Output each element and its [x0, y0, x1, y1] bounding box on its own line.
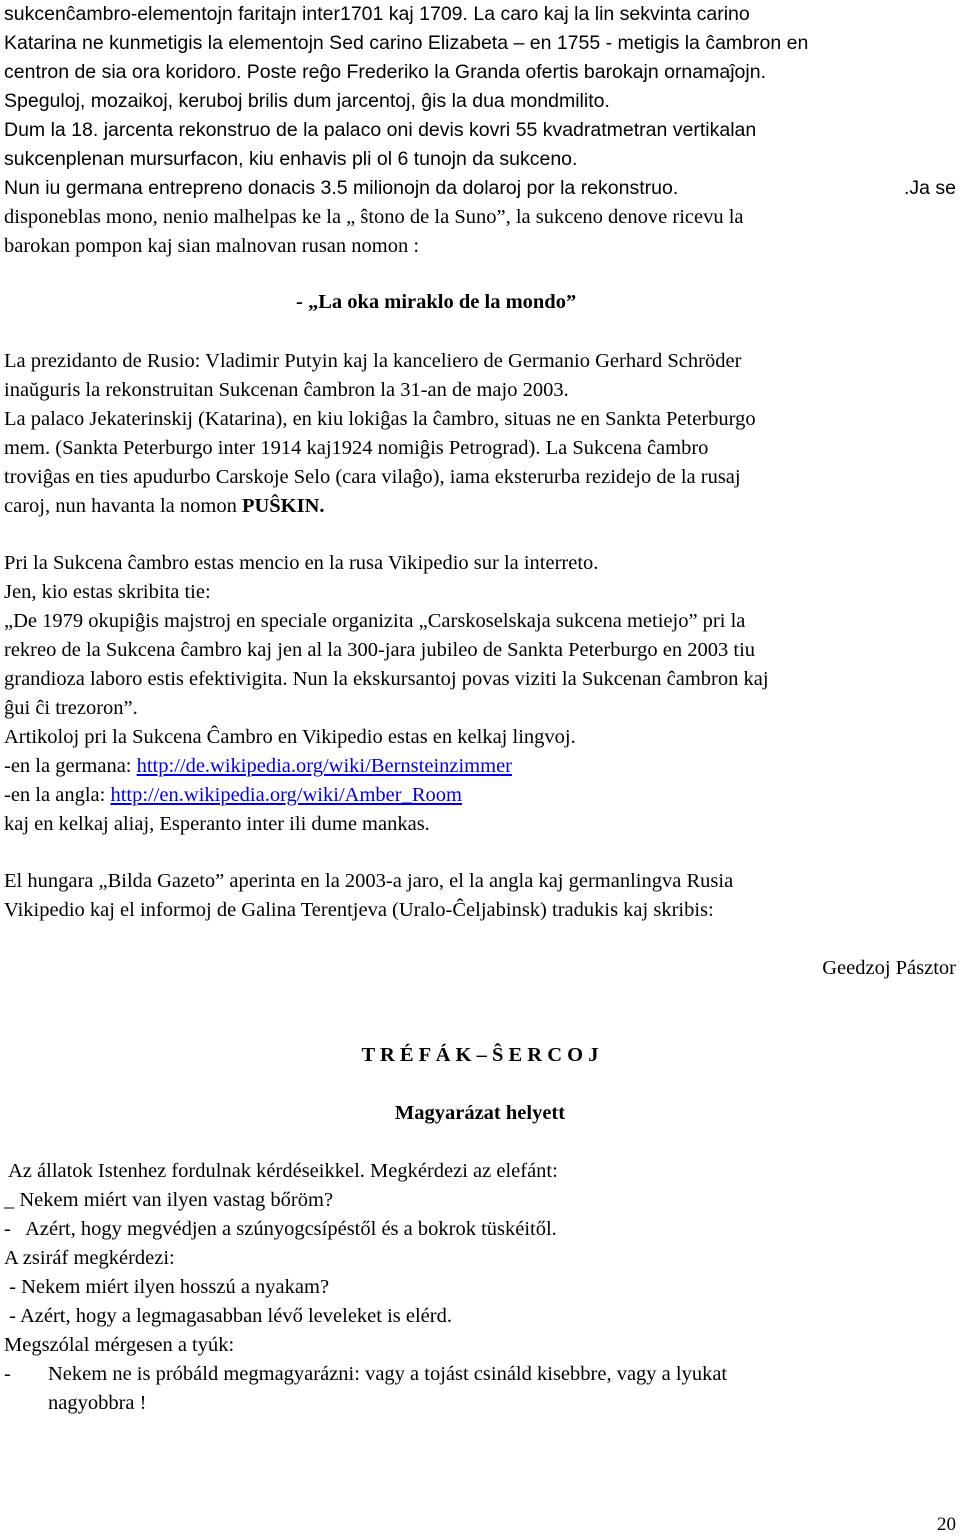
text-line: barokan pompon kaj sian malnovan rusan nomon :	[4, 235, 420, 257]
intro-line-end	[904, 174, 956, 203]
text-line: Artikoloj pri la Sukcena Ĉambro en Vikipedio estas en kelkaj lingvoj.	[4, 726, 576, 748]
paragraph-wikipedia	[4, 549, 956, 839]
dashed-item-body	[48, 1360, 727, 1418]
link-english-wikipedia[interactable]: http://en.wikipedia.org/wiki/Amber_Room	[110, 784, 462, 806]
text-line: Vikipedio kaj el informoj de Galina Terentjeva (Uralo-Ĉeljabinsk) tradukis kaj skribis:	[4, 899, 714, 921]
text-fragment: -en la germana:	[4, 755, 137, 777]
text-line: Speguloj, mozaikoj, keruboj brilis dum jarcentoj, ĝis la dua mondmilito.	[4, 90, 610, 112]
text-line: nagyobbra !	[48, 1392, 147, 1414]
text-line: mem. (Sankta Peterburgo inter 1914 kaj1924 nomiĝis Petrograd). La Sukcena ĉambro	[4, 437, 709, 459]
text-fragment: caroj, nun havanta la nomon	[4, 495, 242, 517]
text-line: troviĝas en ties apudurbo Carskoje Selo (cara vilaĝo), iama eksterurba rezidejo de la rusaj	[4, 466, 741, 488]
text-line: - Azért, hogy megvédjen a szúnyogcsípéstől és a bokrok tüskéitől.	[4, 1218, 557, 1240]
signature-text: Geedzoj Pásztor	[822, 957, 956, 979]
text-line: _ Nekem miért van ilyen vastag bőröm?	[4, 1189, 334, 1211]
link-german-wikipedia[interactable]: http://de.wikipedia.org/wiki/Bernsteinzimmer	[136, 755, 512, 777]
text-line: ĝui ĉi trezoron”.	[4, 697, 138, 719]
text-line: Nekem ne is próbáld megmagyarázni: vagy a tojást csináld kisebbre, vagy a lyukat	[48, 1363, 728, 1385]
intro-paragraph	[4, 0, 956, 203]
text-line: El hungara „Bilda Gazeto” aperinta en la 2003-a jaro, el la angla kaj germanlingva Rusia	[4, 870, 734, 892]
jokes-block	[4, 1157, 956, 1418]
text-line-dashed	[4, 1360, 956, 1418]
section-title	[4, 1041, 956, 1070]
text-line: Katarina ne kunmetigis la elementojn Sed carino Elizabeta – en 1755 - metigis la ĉambron en	[4, 32, 809, 54]
text-line	[4, 781, 956, 810]
text-line: La prezidanto de Rusio: Vladimir Putyin kaj la kanceliero de Germanio Gerhard Schröder	[4, 350, 742, 372]
text-line: kaj en kelkaj aliaj, Esperanto inter ili dume mankas.	[4, 813, 430, 835]
dash-marker: -	[4, 1363, 11, 1385]
text-line: Megszólal mérgesen a tyúk:	[4, 1334, 235, 1356]
text-fragment: -en la angla:	[4, 784, 111, 806]
paragraph-source	[4, 867, 956, 925]
quote-title	[296, 288, 796, 317]
text-line: inaŭguris la rekonstruitan Sukcenan ĉambron la 31-an de majo 2003.	[4, 379, 569, 401]
section-subtitle-text: Magyarázat helyett	[394, 1102, 566, 1124]
text-line: Dum la 18. jarcenta rekonstruo de la palaco oni devis kovri 55 kvadratmetran vertikalan	[4, 119, 757, 141]
text-line: centron de sia ora koridoro. Poste reĝo Frederiko la Granda ofertis barokajn ornamaĵojn.	[4, 61, 766, 83]
text-line: disponeblas mono, nenio malhelpas ke la „ ŝtono de la Suno”, la sukceno denove ricevu la	[4, 206, 744, 228]
paragraph-inauguration	[4, 347, 956, 521]
page-number: 20	[937, 1514, 956, 1535]
text-line: - Nekem miért ilyen hosszú a nyakam?	[4, 1276, 330, 1298]
section-subtitle	[4, 1099, 956, 1128]
text-line: A zsiráf megkérdezi:	[4, 1247, 175, 1269]
text-fragment: Nun iu germana entrepreno donacis 3.5 milionojn da dolaroj por la rekonstruo.	[4, 177, 679, 199]
text-line: Pri la Sukcena ĉambro estas mencio en la rusa Vikipedio sur la interreto.	[4, 552, 599, 574]
section-title-text: T R É F Á K – Ŝ E R C O J	[361, 1044, 599, 1066]
signature	[4, 954, 956, 983]
text-line: sukcenplenan mursurfacon, kiu enhavis pli ol 6 tunojn da sukceno.	[4, 148, 578, 170]
text-line: grandioza laboro estis efektivigita. Nun la ekskursantoj povas viziti la Sukcenan ĉambron kaj	[4, 668, 769, 690]
text-line: Jen, kio estas skribita tie:	[4, 581, 211, 603]
text-line	[4, 492, 956, 521]
text-line: La palaco Jekaterinskij (Katarina), en kiu lokiĝas la ĉambro, situas ne en Sankta Peterburgo	[4, 408, 756, 430]
text-line	[4, 174, 956, 203]
text-line: rekreo de la Sukcena ĉambro kaj jen al la 300-jara jubileo de Sankta Peterburgo en 2003 tiu	[4, 639, 756, 661]
quote-title-text: - „La oka miraklo de la mondo”	[296, 291, 577, 313]
intro-paragraph-cont	[4, 203, 956, 261]
text-fragment: .Ja se	[903, 177, 956, 199]
text-line	[4, 752, 956, 781]
text-line: „De 1979 okupiĝis majstroj en speciale organizita „Carskoselskaja sukcena metiejo” pri la	[4, 610, 746, 632]
text-line: Az állatok Istenhez fordulnak kérdéseikkel. Megkérdezi az elefánt:	[4, 1160, 558, 1182]
text-line: sukcenĉambro-elementojn faritajn inter1701 kaj 1709. La caro kaj la lin sekvinta carino	[4, 3, 750, 25]
pushkin-name: PUŜKIN.	[241, 495, 325, 517]
text-line: - Azért, hogy a legmagasabban lévő leveleket is elérd.	[4, 1305, 452, 1327]
